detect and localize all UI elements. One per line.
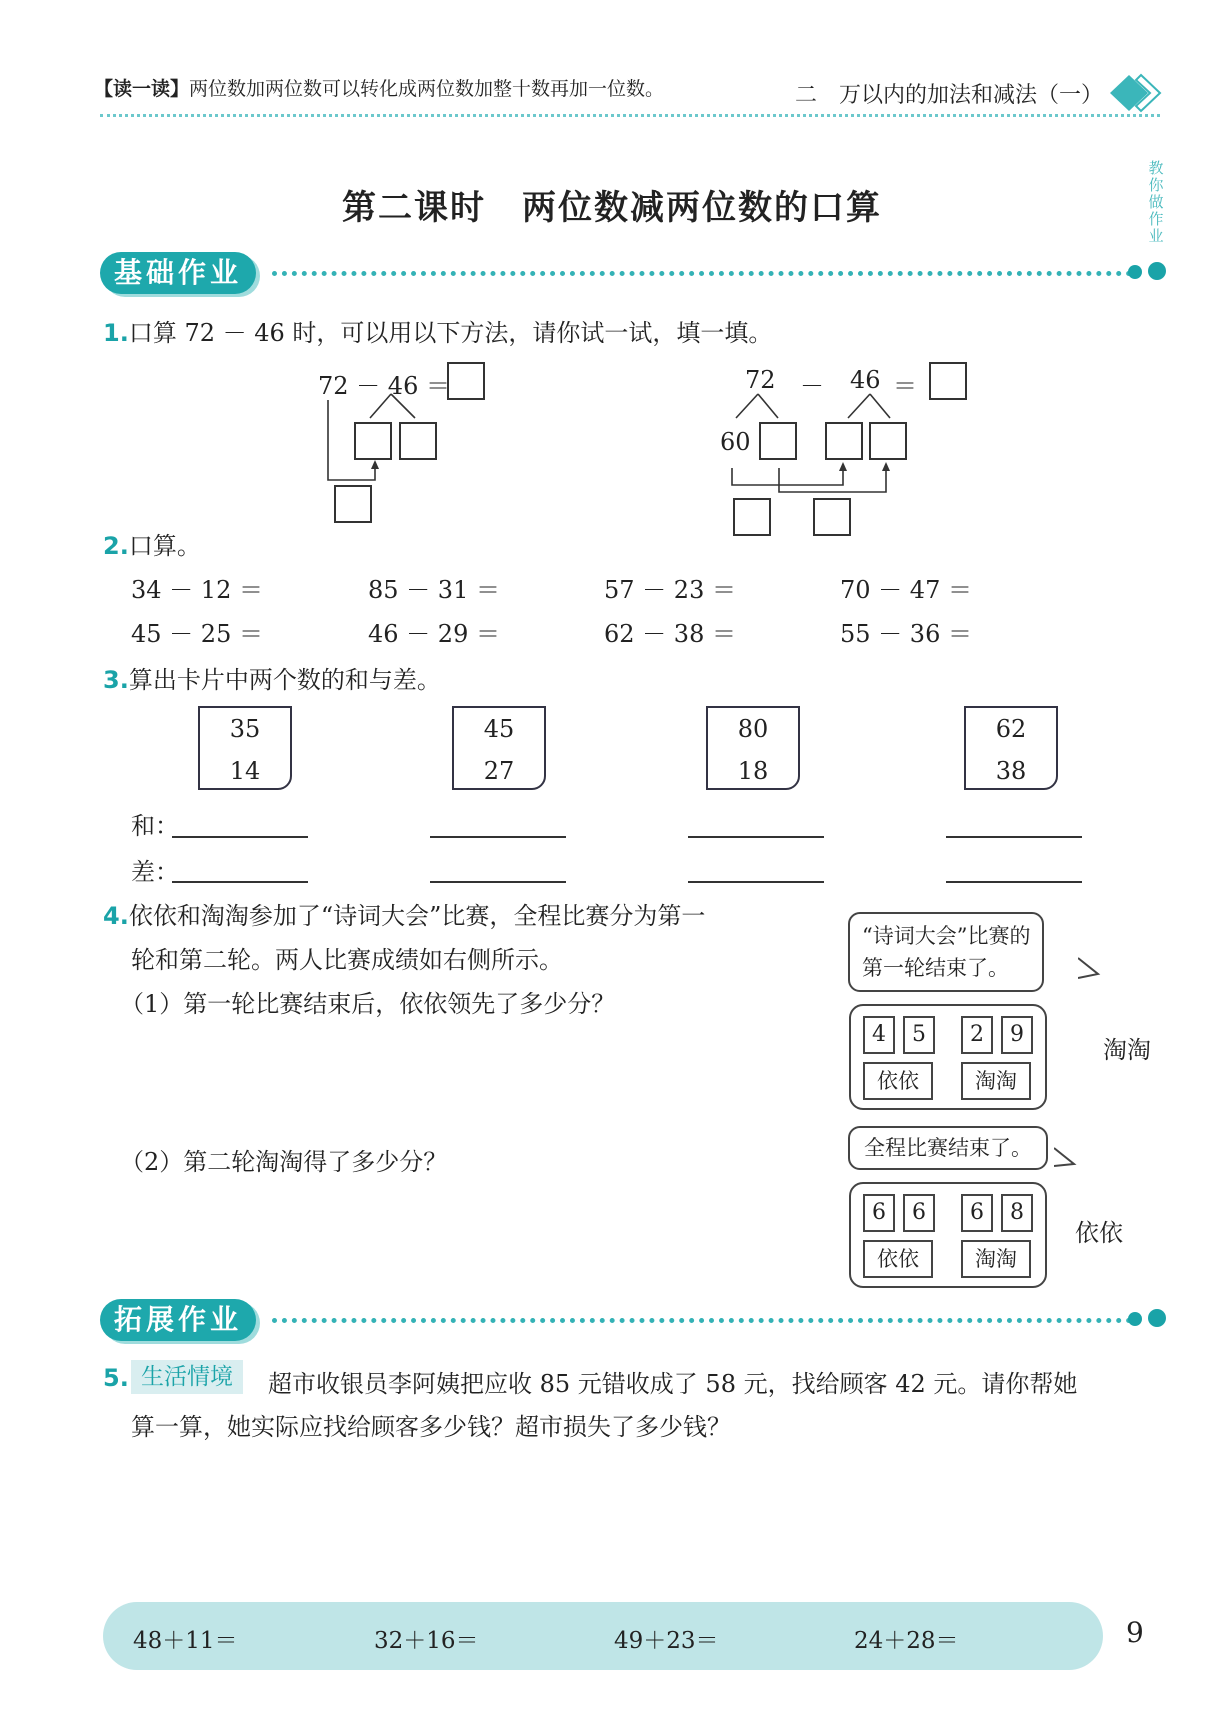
answer-box[interactable] <box>869 422 907 460</box>
section-basic-dotline <box>272 271 1132 276</box>
sum-label: 和： <box>131 812 179 840</box>
q1-right-eq: ＝ <box>893 372 917 400</box>
scoreboard-final <box>849 1182 1047 1288</box>
answer-box[interactable] <box>813 498 851 536</box>
name-plate-yiyi: 依依 <box>863 1062 933 1100</box>
name-plate-taotao: 淘淘 <box>961 1062 1031 1100</box>
answer-line[interactable] <box>430 881 566 883</box>
answer-line[interactable] <box>946 836 1082 838</box>
scoreboard-round1 <box>849 1004 1047 1110</box>
calc-item[interactable]: 55 － 36 ＝ <box>840 620 972 648</box>
calc-item[interactable]: 34 － 12 ＝ <box>131 576 263 604</box>
chapter-title: 二 万以内的加法和减法（一） <box>795 83 1104 108</box>
speech-bubble: “诗词大会”比赛的 第一轮结束了。 <box>848 912 1044 992</box>
read-tip-label: 【读一读】 <box>94 78 190 100</box>
footer-calc-item[interactable]: 24＋28＝ <box>854 1628 959 1654</box>
page-number: 9 <box>1126 1616 1144 1649</box>
number-card: 80 18 <box>706 706 800 790</box>
calc-item[interactable]: 85 － 31 ＝ <box>368 576 500 604</box>
name-plate-yiyi: 依依 <box>863 1240 933 1278</box>
answer-line[interactable] <box>688 881 824 883</box>
question-2: 2.口算。 <box>103 532 201 560</box>
answer-box[interactable] <box>334 485 372 523</box>
q1-right-b: 46 <box>850 366 881 394</box>
dot-icon <box>1128 1312 1142 1326</box>
number-card: 62 38 <box>964 706 1058 790</box>
answer-box[interactable] <box>825 422 863 460</box>
name-plate-taotao: 淘淘 <box>961 1240 1031 1278</box>
dot-icon <box>1128 265 1142 279</box>
dot-icon <box>1148 262 1166 280</box>
diamond-icon <box>1108 72 1162 114</box>
bubble-tail <box>1054 1146 1078 1176</box>
footer-calc-item[interactable]: 48＋11＝ <box>133 1628 238 1654</box>
side-vertical-text: 教 你 做 作 业 <box>1148 159 1164 245</box>
answer-line[interactable] <box>946 881 1082 883</box>
calc-item[interactable]: 57 － 23 ＝ <box>604 576 736 604</box>
score-digit: 8 <box>1001 1194 1033 1232</box>
score-digit: 6 <box>863 1194 895 1232</box>
answer-box[interactable] <box>354 422 392 460</box>
q1-right-minus: － <box>800 372 824 400</box>
read-tip-text: 两位数加两位数可以转化成两位数加整十数再加一位数。 <box>189 78 665 100</box>
question-4-sub2: （2）第二轮淘淘得了多少分？ <box>120 1148 448 1176</box>
calc-item[interactable]: 46 － 29 ＝ <box>368 620 500 648</box>
question-5: 5. <box>103 1364 129 1392</box>
score-digit: 2 <box>961 1016 993 1054</box>
question-5-line1: 超市收银员李阿姨把应收 85 元错收成了 58 元，找给顾客 42 元。请你帮她 <box>268 1370 1078 1398</box>
question-4-sub1: （1）第一轮比赛结束后，依依领先了多少分？ <box>120 990 616 1018</box>
score-digit: 9 <box>1001 1016 1033 1054</box>
dot-icon <box>1148 1309 1166 1327</box>
question-3: 3.算出卡片中两个数的和与差。 <box>103 666 441 694</box>
answer-line[interactable] <box>172 836 308 838</box>
calc-item[interactable]: 45 － 25 ＝ <box>131 620 263 648</box>
answer-box[interactable] <box>399 422 437 460</box>
character-label: 依依 <box>1075 1219 1123 1247</box>
footer-calc-item[interactable]: 49＋23＝ <box>614 1628 719 1654</box>
q1-right-sixty: 60 <box>720 428 751 456</box>
q1-left-arrows <box>320 390 460 550</box>
calc-item[interactable]: 62 － 38 ＝ <box>604 620 736 648</box>
question-5-line2: 算一算，她实际应找给顾客多少钱？超市损失了多少钱？ <box>131 1413 731 1441</box>
diff-label: 差： <box>131 858 179 886</box>
q1-right-a: 72 <box>745 366 776 394</box>
score-digit: 6 <box>903 1194 935 1232</box>
read-tip <box>94 74 664 101</box>
question-1: 1.口算 72 － 46 时，可以用以下方法，请你试一试，填一填。 <box>103 319 773 347</box>
page-title: 第二课时 两位数减两位数的口算 <box>342 188 882 228</box>
score-digit: 6 <box>961 1194 993 1232</box>
answer-line[interactable] <box>430 836 566 838</box>
question-4: 4.依依和淘淘参加了“诗词大会”比赛，全程比赛分为第一 <box>103 902 706 930</box>
answer-box[interactable] <box>759 422 797 460</box>
q1-left-expression: 72 － 46 ＝ <box>318 372 450 400</box>
question-4-line2: 轮和第二轮。两人比赛成绩如右侧所示。 <box>131 946 563 974</box>
calc-item[interactable]: 70 － 47 ＝ <box>840 576 972 604</box>
section-extend-badge: 拓展作业 <box>100 1299 256 1341</box>
answer-box[interactable] <box>733 498 771 536</box>
life-context-tag: 生活情境 <box>131 1360 243 1394</box>
character-label: 淘淘 <box>1103 1036 1151 1064</box>
answer-box[interactable] <box>929 362 967 400</box>
speech-bubble: 全程比赛结束了。 <box>848 1126 1048 1170</box>
section-extend-dotline <box>272 1318 1132 1323</box>
answer-line[interactable] <box>172 881 308 883</box>
score-digit: 5 <box>903 1016 935 1054</box>
header-divider <box>100 114 1160 117</box>
footer-calc-item[interactable]: 32＋16＝ <box>374 1628 479 1654</box>
section-basic-badge: 基础作业 <box>100 252 256 294</box>
number-card: 45 27 <box>452 706 546 790</box>
score-digit: 4 <box>863 1016 895 1054</box>
answer-line[interactable] <box>688 836 824 838</box>
number-card: 35 14 <box>198 706 292 790</box>
bubble-tail <box>1078 956 1102 986</box>
